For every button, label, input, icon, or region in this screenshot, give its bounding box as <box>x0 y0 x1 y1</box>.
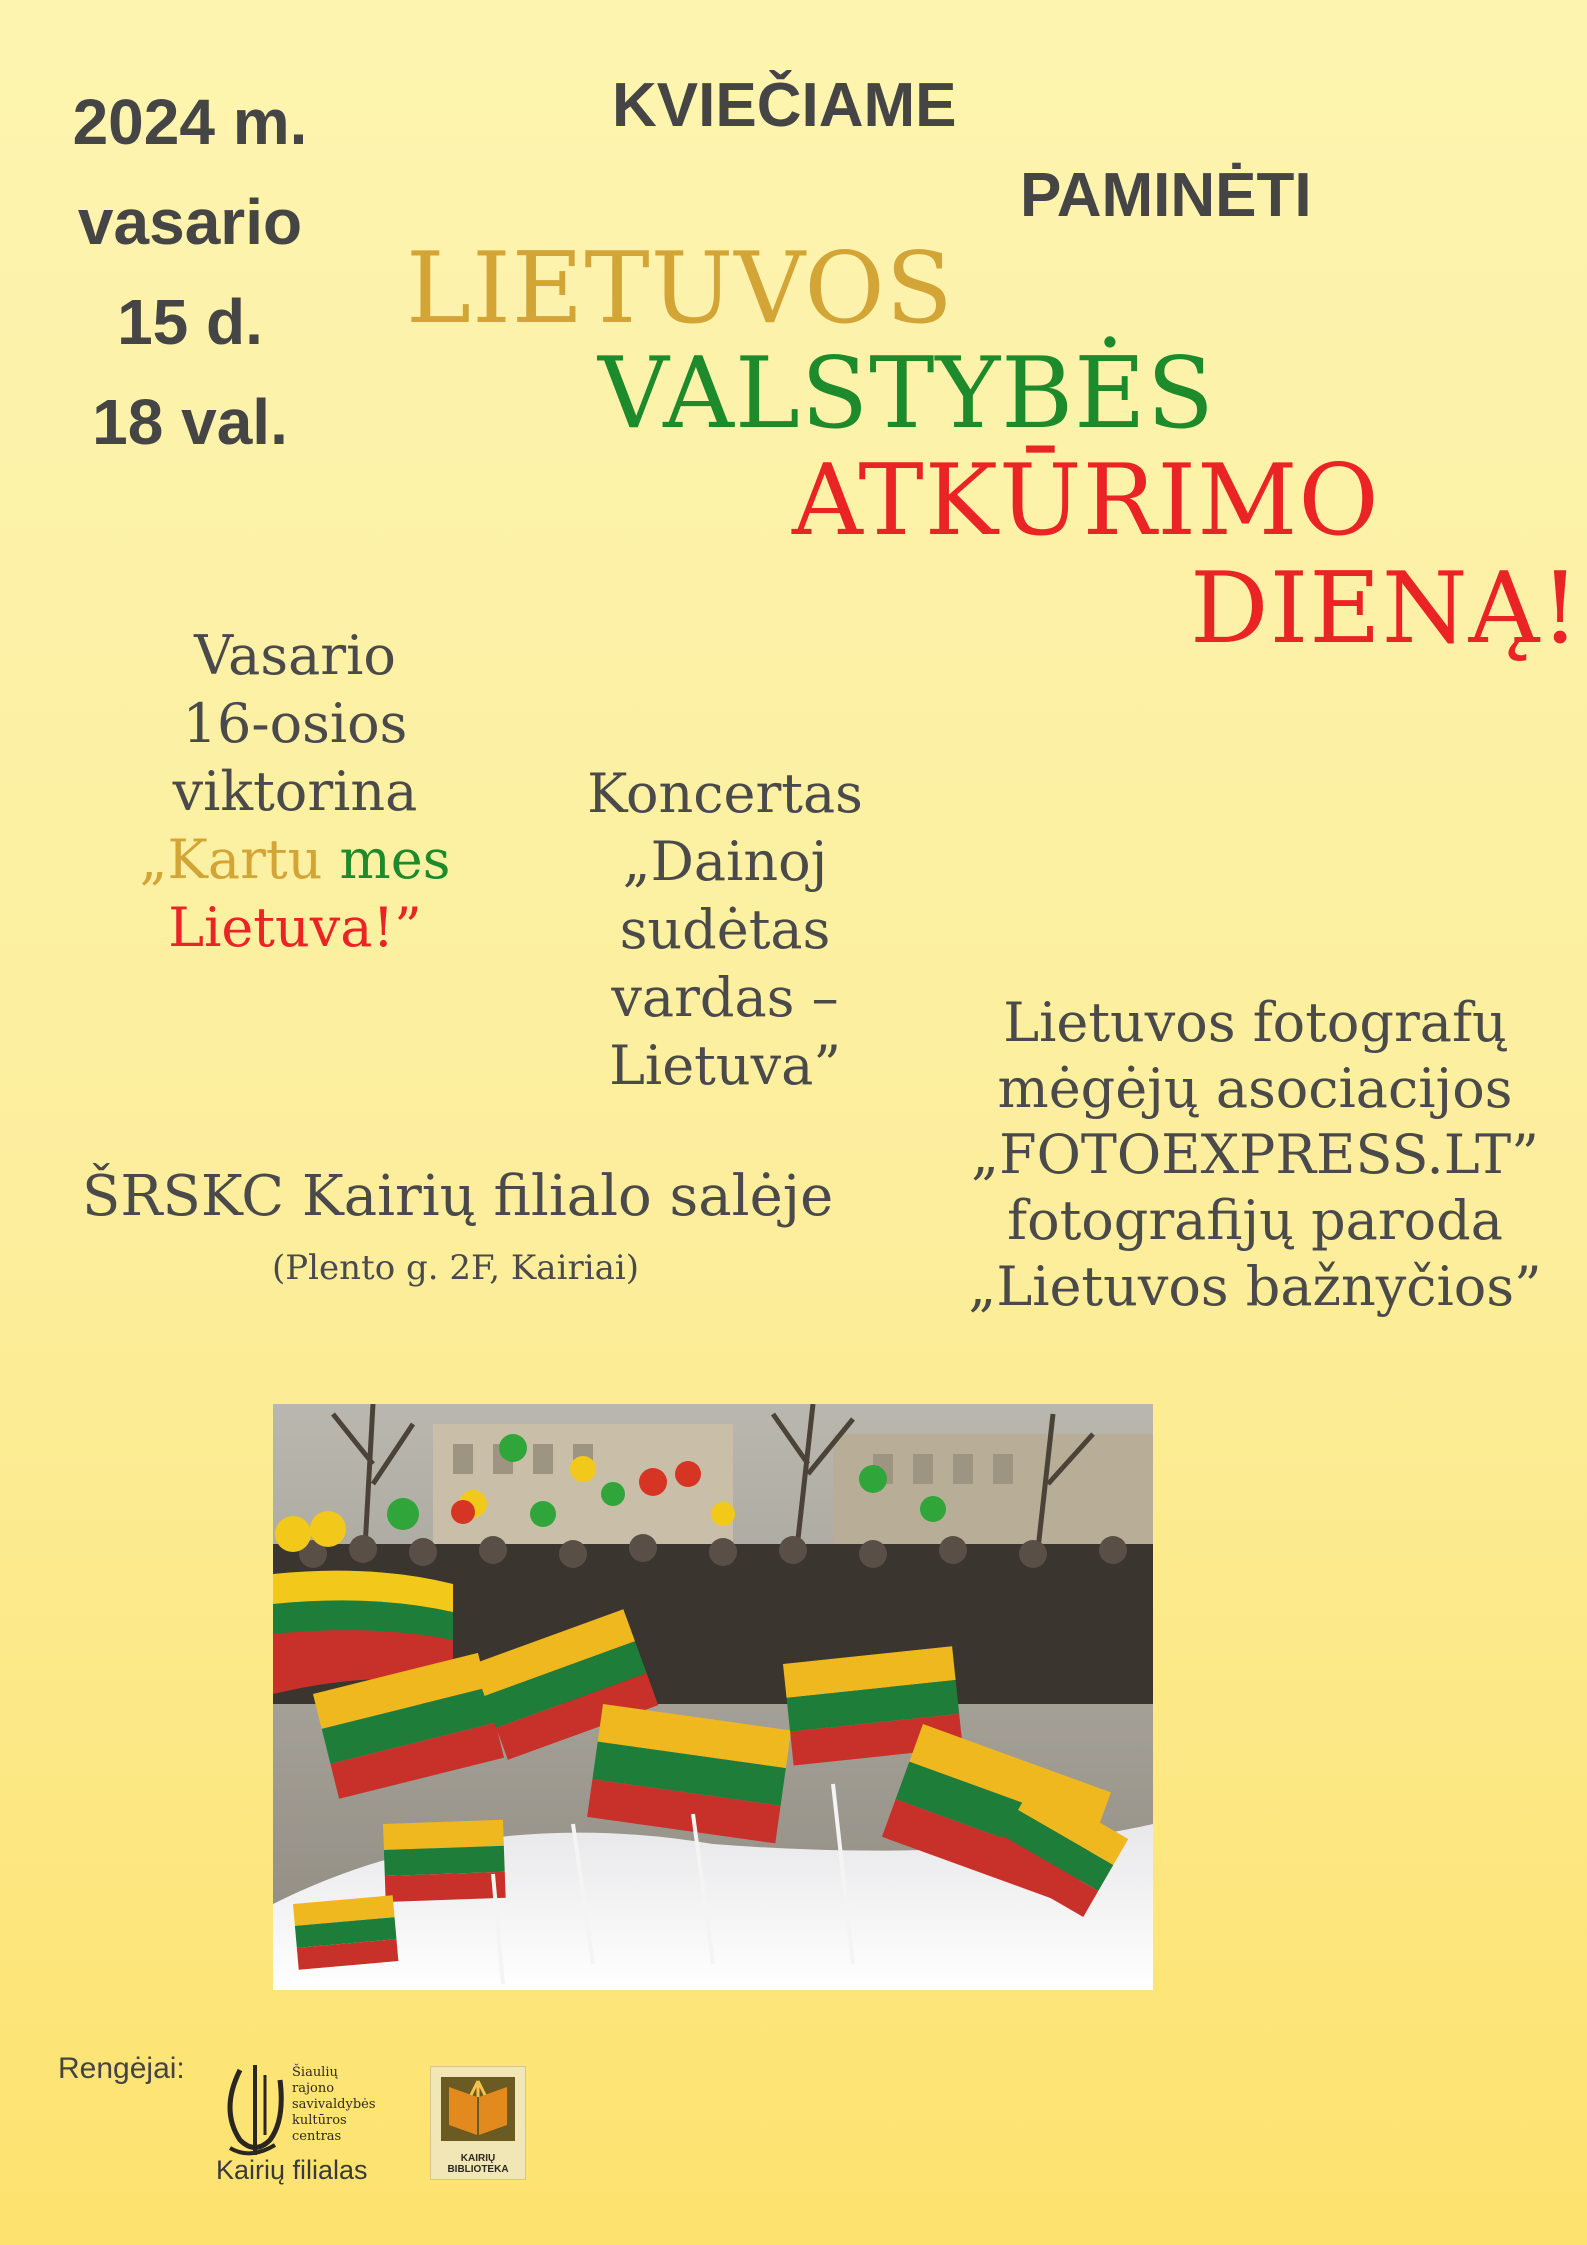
headline-word-atkurimo: ATKŪRIMO <box>792 444 1380 558</box>
exhibition-line-1: Lietuvos fotografų <box>1003 991 1507 1054</box>
quiz-title-part-2: mes <box>339 828 451 891</box>
concert-line-5: Lietuva” <box>609 1034 841 1097</box>
exhibition-line-3: „FOTOEXPRESS.LT” <box>971 1123 1539 1186</box>
culture-center-line-5: centras <box>292 2129 342 2144</box>
library-name-line-2: BIBLIOTEKA <box>447 2164 509 2175</box>
culture-center-name <box>292 2065 376 2145</box>
event-date <box>40 72 340 472</box>
quiz-line-2: 16-osios <box>182 692 408 755</box>
culture-center-branch: Kairių filialas <box>216 2155 368 2185</box>
concert-line-3: sudėtas <box>619 898 831 961</box>
venue-name: ŠRSKC Kairių filialo salėje <box>82 1164 834 1229</box>
culture-center-line-4: kultūros <box>292 2113 347 2128</box>
headline-word-lietuvos: LIETUVOS <box>406 232 954 346</box>
quiz-title <box>130 826 460 894</box>
exhibition-line-5: „Lietuvos bažnyčios” <box>968 1255 1542 1318</box>
quiz-block <box>130 622 460 962</box>
concert-line-4: vardas – <box>611 966 839 1029</box>
date-year: 2024 m. <box>72 86 308 158</box>
quiz-title-part-1: „Kartu <box>139 828 323 891</box>
headline-word-valstybes: VALSTYBĖS <box>598 337 1215 451</box>
headline-word-diena: DIENĄ! <box>1190 552 1581 666</box>
concert-line-2: „Dainoj <box>622 830 828 893</box>
lyre-icon <box>210 2060 300 2160</box>
lithuanian-flags-photo <box>273 1404 1153 1990</box>
concert-line-1: Koncertas <box>587 762 863 825</box>
exhibition-block <box>945 990 1565 1320</box>
culture-center-line-2: rajono <box>292 2081 335 2096</box>
date-time: 18 val. <box>92 386 288 458</box>
invite-line-1: KVIEČIAME <box>612 71 957 140</box>
invite-line-2: PAMINĖTI <box>1020 161 1312 230</box>
date-month: vasario <box>77 186 303 258</box>
quiz-line-3: viktorina <box>172 760 418 823</box>
concert-block <box>560 760 890 1100</box>
culture-center-line-3: savivaldybės <box>292 2097 376 2112</box>
venue-address: (Plento g. 2F, Kairiai) <box>272 1248 639 1288</box>
exhibition-line-2: mėgėjų asociacijos <box>997 1057 1513 1120</box>
library-name <box>431 2153 525 2175</box>
date-day: 15 d. <box>117 286 263 358</box>
quiz-title-part-3: Lietuva!” <box>168 896 422 959</box>
organizers-label: Rengėjai: <box>58 2052 185 2085</box>
exhibition-line-4: fotografijų paroda <box>1007 1189 1503 1252</box>
culture-center-line-1: Šiaulių <box>292 2065 338 2080</box>
quiz-line-1: Vasario <box>194 624 396 687</box>
library-logo <box>430 2066 526 2180</box>
book-icon <box>431 2067 525 2151</box>
library-name-line-1: KAIRIŲ <box>460 2153 496 2164</box>
